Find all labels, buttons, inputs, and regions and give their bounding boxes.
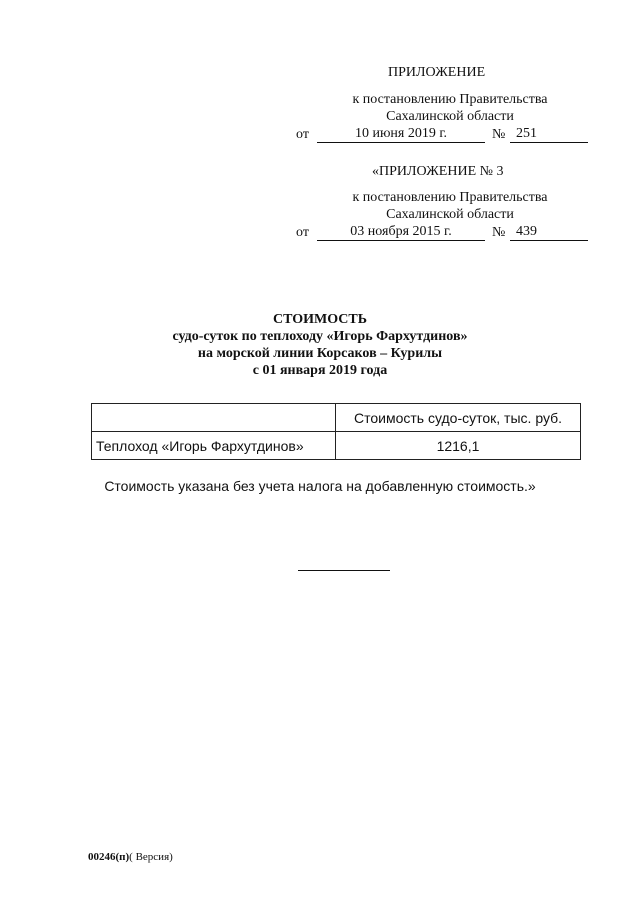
document-code: 00246(п) <box>88 851 130 863</box>
appendix3-number-value: 439 <box>516 224 537 239</box>
table-row <box>92 432 581 460</box>
document-title: СТОИМОСТЬ <box>272 312 368 327</box>
appendix-resolution-line: к постановлению Правительства <box>352 92 548 107</box>
appendix-number-label: № <box>492 127 506 142</box>
appendix3-resolution-line: к постановлению Правительства <box>352 190 548 205</box>
table-cell-cost: 1216,1 <box>336 432 581 460</box>
document-footer <box>88 851 173 863</box>
document-subtitle-route: на морской линии Корсаков – Курилы <box>197 346 443 361</box>
document-version: ( Версия) <box>129 851 173 863</box>
appendix-date: 10 июня 2019 г. <box>317 126 485 143</box>
appendix-title: ПРИЛОЖЕНИЕ <box>388 65 486 80</box>
appendix-region-line: Сахалинской области <box>386 109 514 124</box>
appendix-number-value: 251 <box>516 126 537 141</box>
appendix3-date: 03 ноября 2015 г. <box>317 224 485 241</box>
appendix3-title: «ПРИЛОЖЕНИЕ № 3 <box>372 164 504 179</box>
appendix3-region-line: Сахалинской области <box>386 207 514 222</box>
appendix3-number <box>510 224 588 241</box>
appendix-from-label: от <box>296 127 309 142</box>
appendix3-from-label: от <box>296 225 309 240</box>
table-cell-vessel: Теплоход «Игорь Фархутдинов» <box>92 432 336 460</box>
vat-note: Стоимость указана без учета налога на добавленную стоимость.» <box>104 478 536 494</box>
table-header-cell: Стоимость судо-суток, тыс. руб. <box>336 404 581 432</box>
table-header-row <box>92 404 581 432</box>
appendix-number <box>510 126 588 143</box>
closing-divider <box>298 570 390 571</box>
appendix3-number-label: № <box>492 225 506 240</box>
cost-table <box>91 403 581 460</box>
document-subtitle-date: с 01 января 2019 года <box>252 363 388 378</box>
document-subtitle-vessel: судо-суток по теплоходу «Игорь Фархутдинов» <box>172 329 468 344</box>
table-header-cell <box>92 404 336 432</box>
